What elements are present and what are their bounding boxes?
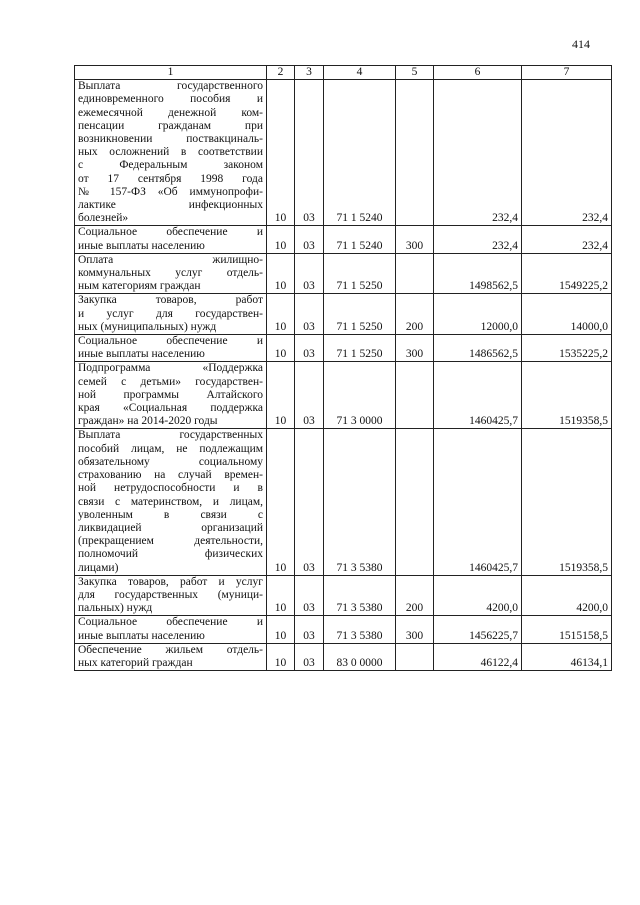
description-line: иные выплаты населению [78, 239, 205, 252]
description-line: единовременного пособия и [78, 93, 263, 106]
description-line: Выплата государственного [78, 80, 263, 93]
target-article-code: 71 3 5380 [324, 575, 396, 616]
table-row [75, 294, 612, 335]
row-description [75, 253, 267, 294]
expense-type-code [396, 429, 434, 575]
description-line: Подпрограмма «Поддержка [78, 362, 263, 375]
subsection-code: 03 [295, 362, 324, 429]
budget-table [74, 65, 612, 671]
section-code: 10 [267, 429, 295, 575]
description-line: пособий лицам, не подлежащим [78, 442, 263, 455]
amount-year-1: 46122,4 [434, 643, 522, 670]
table-row [75, 575, 612, 616]
description-line: коммунальных услуг отдель- [78, 267, 263, 280]
description-line: возникновении поствакциналь- [78, 133, 263, 146]
subsection-code: 03 [295, 80, 324, 226]
amount-year-1: 1456225,7 [434, 616, 522, 643]
subsection-code: 03 [295, 253, 324, 294]
table-body [75, 80, 612, 671]
column-header: 6 [434, 66, 522, 80]
description-line: лактике инфекционных [78, 199, 263, 212]
target-article-code: 71 1 5250 [324, 253, 396, 294]
description-line: ных осложнений в соответствии [78, 146, 263, 159]
table-header-row [75, 66, 612, 80]
expense-type-code: 300 [396, 335, 434, 362]
row-description [75, 429, 267, 575]
row-description [75, 616, 267, 643]
table-row [75, 335, 612, 362]
expense-type-code [396, 80, 434, 226]
subsection-code: 03 [295, 429, 324, 575]
target-article-code: 83 0 0000 [324, 643, 396, 670]
expense-type-code: 200 [396, 294, 434, 335]
target-article-code: 71 1 5250 [324, 335, 396, 362]
amount-year-2: 232,4 [522, 80, 612, 226]
description-line: граждан» на 2014-2020 годы [78, 415, 218, 428]
amount-year-1: 12000,0 [434, 294, 522, 335]
description-line: ной нетрудоспособности и в [78, 482, 263, 495]
column-header: 4 [324, 66, 396, 80]
subsection-code: 03 [295, 294, 324, 335]
description-line: ным категориям граждан [78, 280, 201, 293]
row-description [75, 80, 267, 226]
section-code: 10 [267, 80, 295, 226]
subsection-code: 03 [295, 616, 324, 643]
row-description [75, 643, 267, 670]
amount-year-2: 46134,1 [522, 643, 612, 670]
description-line: Закупка товаров, работ и услуг [78, 575, 263, 588]
description-line: пенсации гражданам при [78, 119, 263, 132]
description-line: уволенным в связи с [78, 508, 263, 521]
description-line: ликвидацией организаций [78, 521, 263, 534]
expense-type-code [396, 362, 434, 429]
target-article-code: 71 3 5380 [324, 429, 396, 575]
target-article-code: 71 1 5250 [324, 294, 396, 335]
column-header: 2 [267, 66, 295, 80]
amount-year-2: 1515158,5 [522, 616, 612, 643]
target-article-code: 71 1 5240 [324, 226, 396, 253]
amount-year-1: 1498562,5 [434, 253, 522, 294]
column-header: 1 [75, 66, 267, 80]
amount-year-1: 232,4 [434, 226, 522, 253]
description-line: с Федеральным законом [78, 159, 263, 172]
description-line: семей с детьми» государствен- [78, 375, 263, 388]
page-number: 414 [572, 37, 590, 51]
amount-year-1: 1460425,7 [434, 429, 522, 575]
description-line: иные выплаты населению [78, 629, 205, 642]
section-code: 10 [267, 294, 295, 335]
table-row [75, 362, 612, 429]
description-line: и услуг для государствен- [78, 307, 263, 320]
description-line: Социальное обеспечение и [78, 616, 263, 629]
description-line: пальных) нужд [78, 602, 153, 615]
description-line: Закупка товаров, работ [78, 294, 263, 307]
amount-year-2: 14000,0 [522, 294, 612, 335]
expense-type-code: 200 [396, 575, 434, 616]
expense-type-code: 300 [396, 616, 434, 643]
description-line: иные выплаты населению [78, 348, 205, 361]
description-line: связи с материнством, и лицам, [78, 495, 263, 508]
section-code: 10 [267, 335, 295, 362]
amount-year-2: 1535225,2 [522, 335, 612, 362]
amount-year-1: 4200,0 [434, 575, 522, 616]
subsection-code: 03 [295, 643, 324, 670]
expense-type-code: 300 [396, 226, 434, 253]
table-row [75, 226, 612, 253]
subsection-code: 03 [295, 226, 324, 253]
table-row [75, 616, 612, 643]
description-line: Социальное обеспечение и [78, 226, 263, 239]
target-article-code: 71 1 5240 [324, 80, 396, 226]
table-row [75, 429, 612, 575]
description-line: полномочий физических [78, 548, 263, 561]
description-line: Оплата жилищно- [78, 253, 263, 266]
description-line: ежемесячной денежной ком- [78, 106, 263, 119]
description-line: лицами) [78, 561, 119, 574]
description-line: обязательному социальному [78, 455, 263, 468]
column-header: 7 [522, 66, 612, 80]
description-line: ных (муниципальных) нужд [78, 320, 217, 333]
description-line: от 17 сентября 1998 года [78, 172, 263, 185]
section-code: 10 [267, 575, 295, 616]
expense-type-code [396, 253, 434, 294]
subsection-code: 03 [295, 575, 324, 616]
target-article-code: 71 3 0000 [324, 362, 396, 429]
amount-year-2: 1519358,5 [522, 429, 612, 575]
row-description [75, 226, 267, 253]
row-description [75, 362, 267, 429]
row-description [75, 335, 267, 362]
amount-year-2: 4200,0 [522, 575, 612, 616]
amount-year-1: 232,4 [434, 80, 522, 226]
description-line: болезней» [78, 212, 129, 225]
description-line: для государственных (муници- [78, 588, 263, 601]
row-description [75, 575, 267, 616]
description-line: ных категорий граждан [78, 656, 193, 669]
table-row [75, 80, 612, 226]
description-line: ной программы Алтайского [78, 388, 263, 401]
section-code: 10 [267, 253, 295, 294]
expense-type-code [396, 643, 434, 670]
description-line: страхованию на случай времен- [78, 469, 263, 482]
subsection-code: 03 [295, 335, 324, 362]
section-code: 10 [267, 226, 295, 253]
amount-year-2: 1549225,2 [522, 253, 612, 294]
section-code: 10 [267, 362, 295, 429]
description-line: № 157-ФЗ «Об иммунопрофи- [78, 185, 263, 198]
section-code: 10 [267, 643, 295, 670]
amount-year-1: 1460425,7 [434, 362, 522, 429]
target-article-code: 71 3 5380 [324, 616, 396, 643]
section-code: 10 [267, 616, 295, 643]
amount-year-2: 1519358,5 [522, 362, 612, 429]
table-row [75, 253, 612, 294]
description-line: Выплата государственных [78, 429, 263, 442]
table-row [75, 643, 612, 670]
description-line: Обеспечение жильем отдель- [78, 643, 263, 656]
column-header: 3 [295, 66, 324, 80]
description-line: края «Социальная поддержка [78, 402, 263, 415]
amount-year-1: 1486562,5 [434, 335, 522, 362]
column-header: 5 [396, 66, 434, 80]
amount-year-2: 232,4 [522, 226, 612, 253]
row-description [75, 294, 267, 335]
description-line: (прекращением деятельности, [78, 535, 263, 548]
description-line: Социальное обеспечение и [78, 335, 263, 348]
